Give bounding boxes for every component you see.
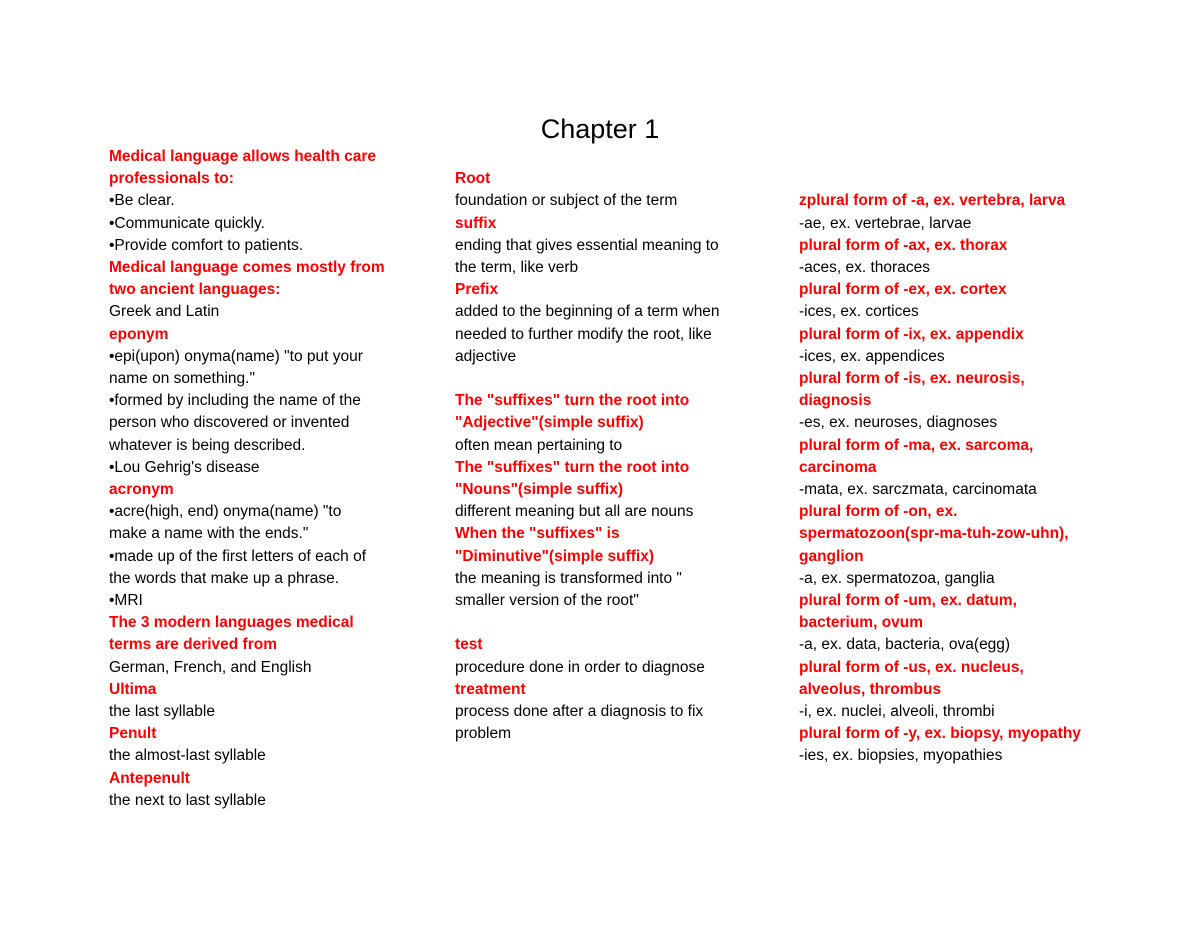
term-heading: test bbox=[455, 636, 483, 654]
term-text: •Provide comfort to patients. bbox=[109, 236, 304, 254]
term-heading: Penult bbox=[109, 725, 157, 743]
term-text: process done after a diagnosis to fix bbox=[455, 703, 704, 721]
column-plural-forms bbox=[799, 146, 1099, 768]
term-text: -ae, ex. vertebrae, larvae bbox=[799, 214, 972, 232]
term-heading: Antepenult bbox=[109, 769, 190, 787]
blank-line bbox=[455, 612, 755, 634]
term-text: German, French, and English bbox=[109, 658, 312, 676]
term-text: make a name with the ends." bbox=[109, 525, 309, 543]
term-heading: plural form of -um, ex. datum, bbox=[799, 592, 1017, 610]
term-heading: two ancient languages: bbox=[109, 281, 281, 299]
term-heading: plural form of -us, ex. nucleus, bbox=[799, 658, 1024, 676]
blank-line bbox=[455, 368, 755, 390]
term-heading: ganglion bbox=[799, 547, 864, 565]
term-heading: eponym bbox=[109, 325, 169, 343]
blank-line bbox=[455, 146, 755, 168]
term-text: procedure done in order to diagnose bbox=[455, 658, 705, 676]
term-heading: Medical language allows health care bbox=[109, 148, 377, 165]
term-text: -ices, ex. cortices bbox=[799, 303, 919, 321]
term-text: -ies, ex. biopsies, myopathies bbox=[799, 747, 1003, 765]
term-text: needed to further modify the root, like bbox=[455, 325, 712, 343]
term-heading: plural form of -ma, ex. sarcoma, bbox=[799, 436, 1034, 454]
term-text: added to the beginning of a term when bbox=[455, 303, 720, 321]
term-heading: bacterium, ovum bbox=[799, 614, 924, 632]
column-word-parts bbox=[455, 146, 755, 745]
term-heading: "Adjective"(simple suffix) bbox=[455, 414, 644, 432]
term-text: name on something." bbox=[109, 370, 255, 388]
term-text: different meaning but all are nouns bbox=[455, 503, 694, 521]
term-text: •Communicate quickly. bbox=[109, 214, 265, 232]
term-text: the almost-last syllable bbox=[109, 747, 266, 765]
term-text: smaller version of the root" bbox=[455, 592, 639, 610]
term-heading: plural form of -on, ex. bbox=[799, 503, 958, 521]
term-text: •formed by including the name of the bbox=[109, 392, 361, 410]
term-text: •Be clear. bbox=[109, 192, 175, 210]
term-heading: diagnosis bbox=[799, 392, 872, 410]
blank-line bbox=[799, 146, 1099, 168]
term-heading: The "suffixes" turn the root into bbox=[455, 458, 690, 476]
term-text: •made up of the first letters of each of bbox=[109, 547, 367, 565]
term-heading: alveolus, thrombus bbox=[799, 680, 942, 698]
term-text: problem bbox=[455, 725, 511, 743]
blank-line bbox=[799, 168, 1099, 190]
term-heading: "Diminutive"(simple suffix) bbox=[455, 547, 655, 565]
term-text: -ices, ex. appendices bbox=[799, 347, 945, 365]
term-text: •Lou Gehrig's disease bbox=[109, 458, 260, 476]
term-heading: The 3 modern languages medical bbox=[109, 614, 354, 632]
term-text: the meaning is transformed into " bbox=[455, 569, 682, 587]
term-heading: plural form of -ex, ex. cortex bbox=[799, 281, 1007, 299]
term-text: often mean pertaining to bbox=[455, 436, 623, 454]
term-heading: suffix bbox=[455, 214, 497, 232]
term-heading: plural form of -ix, ex. appendix bbox=[799, 325, 1024, 343]
term-text: •epi(upon) onyma(name) "to put your bbox=[109, 347, 363, 365]
term-heading: treatment bbox=[455, 680, 526, 698]
term-text: the next to last syllable bbox=[109, 791, 266, 809]
term-text: •MRI bbox=[109, 592, 143, 610]
term-text: ending that gives essential meaning to bbox=[455, 236, 719, 254]
page-title: Chapter 1 bbox=[540, 114, 660, 144]
term-text: -mata, ex. sarczmata, carcinomata bbox=[799, 481, 1037, 499]
term-heading: acronym bbox=[109, 481, 174, 499]
term-heading: The "suffixes" turn the root into bbox=[455, 392, 690, 410]
column-general-terms bbox=[109, 146, 409, 812]
term-heading: plural form of -is, ex. neurosis, bbox=[799, 370, 1025, 387]
term-text: foundation or subject of the term bbox=[455, 192, 678, 210]
term-text: -a, ex. data, bacteria, ova(egg) bbox=[799, 636, 1011, 654]
term-text: adjective bbox=[455, 347, 517, 365]
term-heading: plural form of -ax, ex. thorax bbox=[799, 236, 1008, 254]
term-heading: carcinoma bbox=[799, 458, 877, 476]
term-text: •acre(high, end) onyma(name) "to bbox=[109, 503, 342, 521]
term-text: -aces, ex. thoraces bbox=[799, 258, 930, 276]
term-text: person who discovered or invented bbox=[109, 414, 350, 432]
term-heading: Root bbox=[455, 170, 491, 188]
term-text: -i, ex. nuclei, alveoli, thrombi bbox=[799, 703, 995, 721]
term-heading: terms are derived from bbox=[109, 636, 277, 654]
term-heading: Medical language comes mostly from bbox=[109, 259, 385, 277]
term-heading: Prefix bbox=[455, 281, 499, 299]
term-heading: zplural form of -a, ex. vertebra, larva bbox=[799, 192, 1066, 210]
term-heading: "Nouns"(simple suffix) bbox=[455, 481, 623, 499]
term-heading: professionals to: bbox=[109, 170, 234, 188]
term-text: Greek and Latin bbox=[109, 303, 220, 321]
term-text: -a, ex. spermatozoa, ganglia bbox=[799, 569, 995, 587]
term-text: the last syllable bbox=[109, 703, 215, 721]
term-heading: When the "suffixes" is bbox=[455, 525, 620, 543]
term-text: whatever is being described. bbox=[109, 436, 306, 454]
term-heading: plural form of -y, ex. biopsy, myopathy bbox=[799, 725, 1081, 743]
term-text: -es, ex. neuroses, diagnoses bbox=[799, 414, 998, 432]
term-heading: Ultima bbox=[109, 680, 157, 698]
term-text: the term, like verb bbox=[455, 259, 579, 276]
term-heading: spermatozoon(spr-ma-tuh-zow-uhn), bbox=[799, 525, 1069, 543]
term-text: the words that make up a phrase. bbox=[109, 569, 340, 587]
